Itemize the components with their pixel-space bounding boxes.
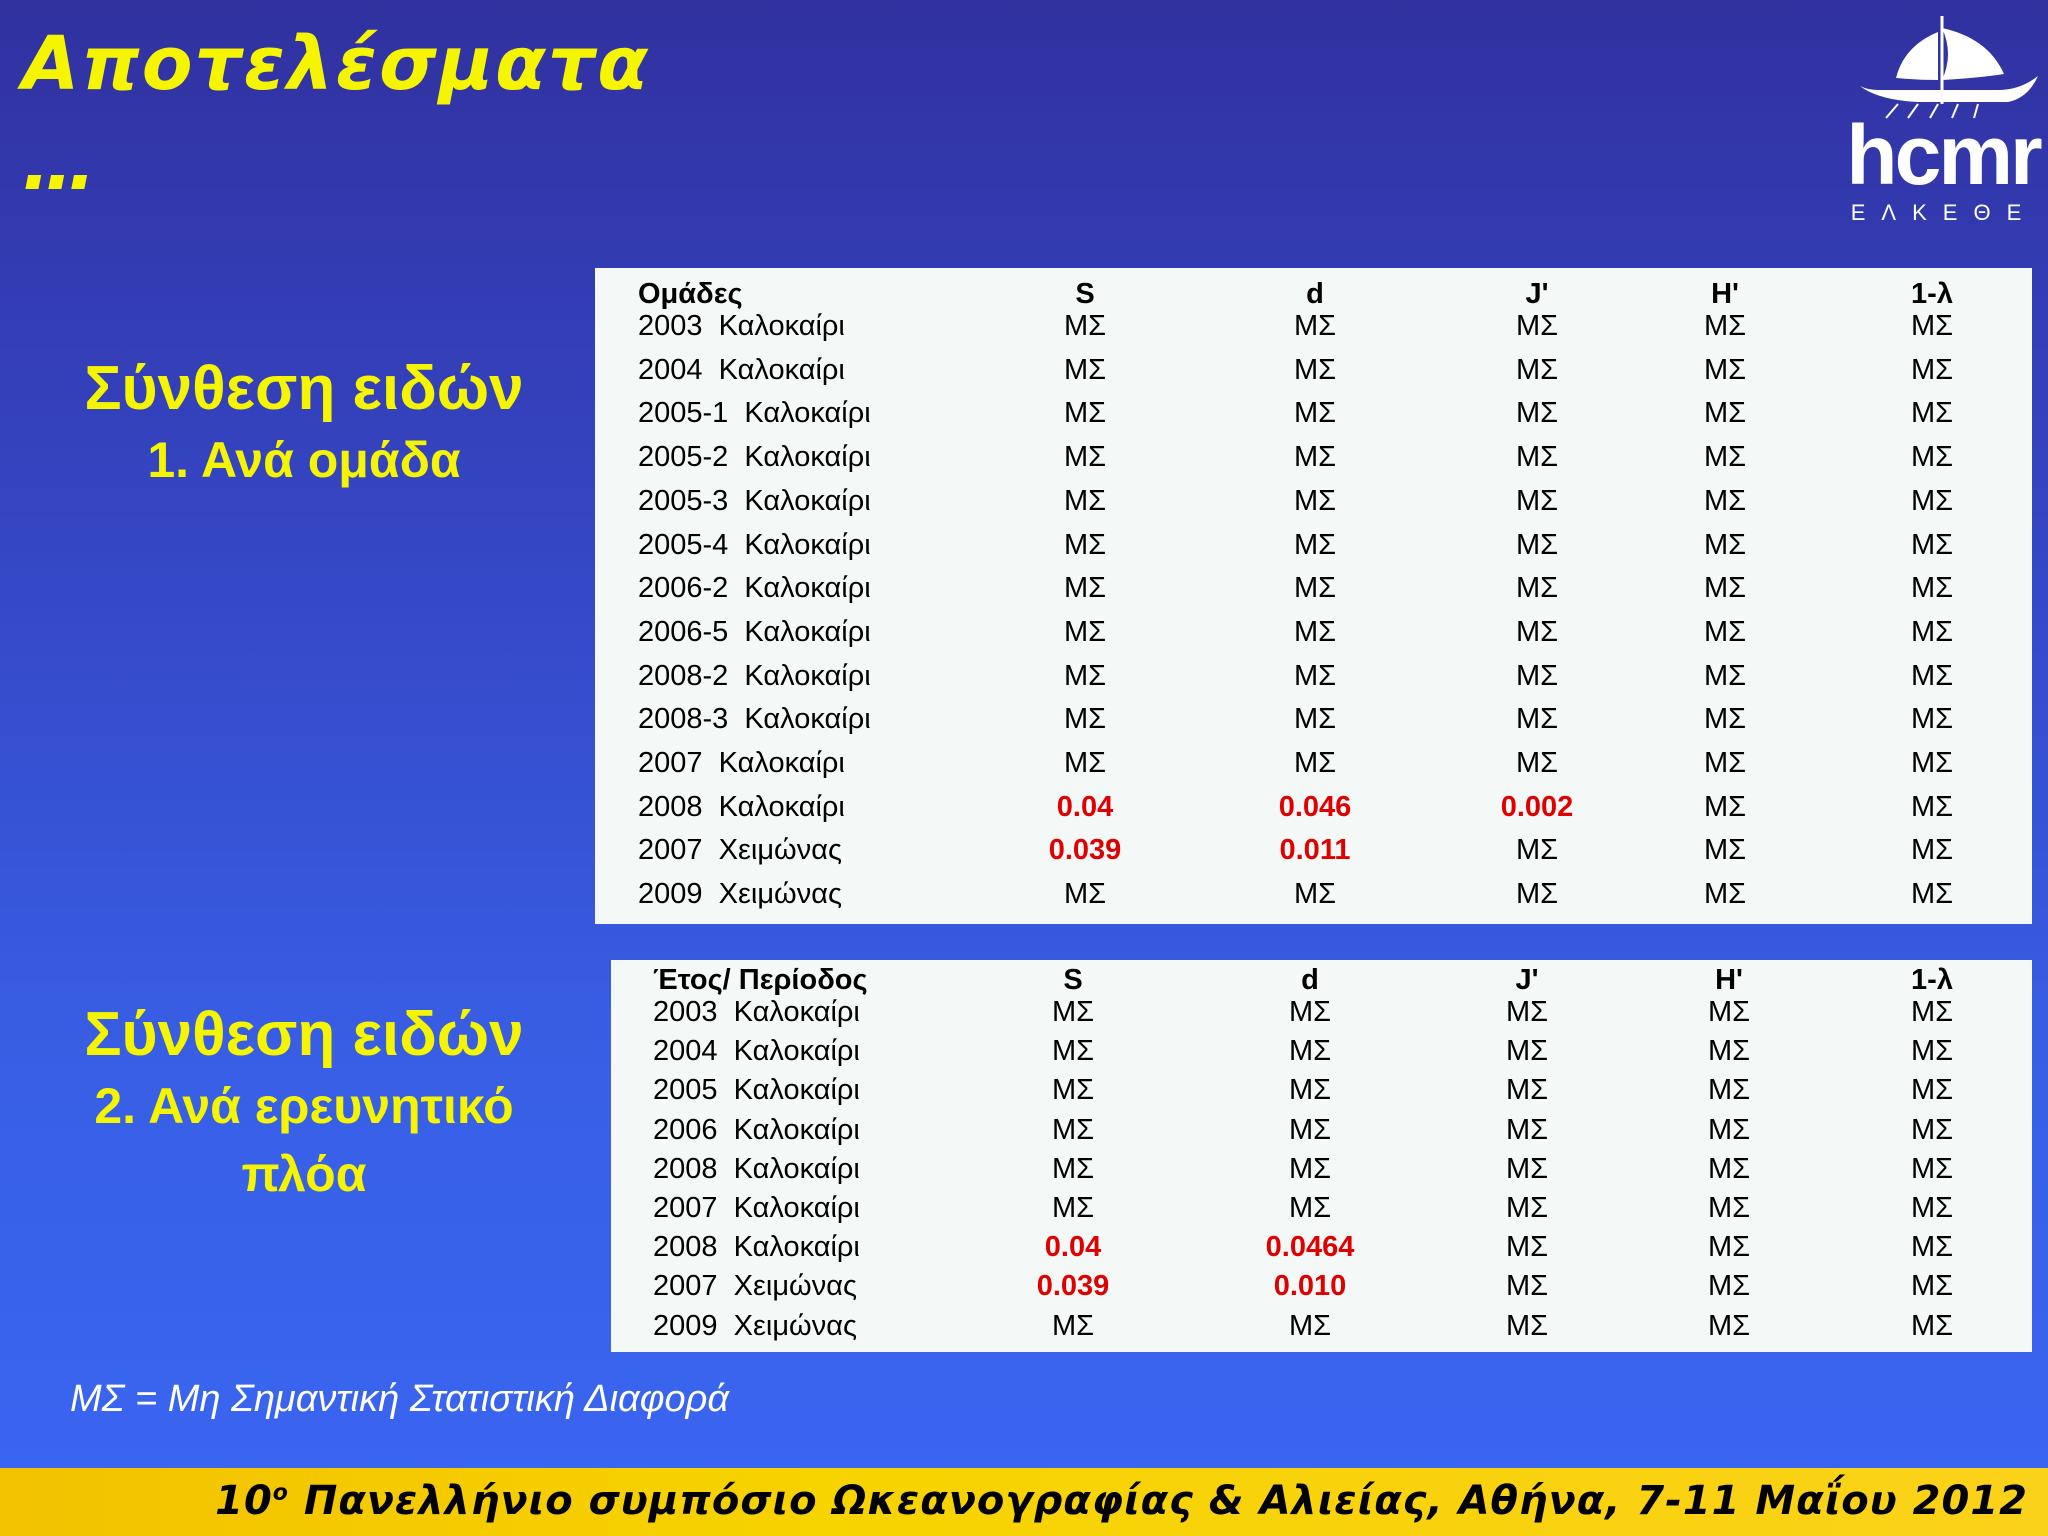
row-label: 2006-2 Καλοκαίρι — [638, 572, 871, 605]
table-cell: ΜΣ — [1910, 1113, 1954, 1146]
table-cell: ΜΣ — [1910, 310, 1954, 342]
table-cell: ΜΣ — [1910, 484, 1954, 517]
title-line-1: Αποτελέσματα — [22, 21, 651, 107]
table-cell: ΜΣ — [1707, 1270, 1751, 1303]
footer-superscript: ο — [272, 1480, 289, 1506]
table-cell: ΜΣ — [1063, 703, 1107, 736]
table-by-cruise — [611, 960, 2032, 1352]
table-cell: ΜΣ — [1505, 1113, 1549, 1146]
table-cell: ΜΣ — [1707, 1231, 1751, 1264]
table-cell: ΜΣ — [1910, 996, 1954, 1028]
header-j: J' — [1515, 964, 1539, 996]
table-cell: ΜΣ — [1515, 528, 1559, 561]
table-cell: ΜΣ — [1910, 1035, 1954, 1068]
section1-heading: Σύνθεση ειδών — [84, 354, 524, 423]
table-cell: ΜΣ — [1707, 1192, 1751, 1224]
row-label: 2003 Καλοκαίρι — [653, 996, 860, 1028]
table-cell: ΜΣ — [1707, 1152, 1751, 1185]
table-cell: ΜΣ — [1515, 615, 1559, 648]
section2-label — [40, 998, 568, 1208]
section1-subheading: 1. Ανά ομάδα — [147, 432, 461, 488]
table-cell: ΜΣ — [1288, 1074, 1332, 1107]
footer-number: 10 — [215, 1478, 273, 1524]
header-h: H' — [1711, 278, 1739, 310]
row-label: 2007 Χειμώνας — [653, 1270, 857, 1303]
row-label: 2006 Καλοκαίρι — [653, 1113, 860, 1146]
table-cell: ΜΣ — [1910, 1270, 1954, 1303]
table-cell: ΜΣ — [1707, 996, 1751, 1028]
table-cell: ΜΣ — [1063, 310, 1107, 342]
row-label: 2005 Καλοκαίρι — [653, 1074, 860, 1107]
row-label: 2008 Καλοκαίρι — [653, 1152, 860, 1185]
table-cell: ΜΣ — [1505, 1035, 1549, 1068]
table-cell: 0.010 — [1273, 1270, 1347, 1303]
hcmr-logo — [1838, 14, 2048, 225]
table-cell: ΜΣ — [1515, 659, 1559, 692]
table-cell: ΜΣ — [1063, 528, 1107, 561]
section2-subheading-line2: πλόα — [241, 1146, 367, 1202]
table-cell: ΜΣ — [1288, 1113, 1332, 1146]
table-cell: ΜΣ — [1063, 615, 1107, 648]
section2-heading: Σύνθεση ειδών — [84, 1000, 524, 1069]
table-cell: ΜΣ — [1703, 441, 1747, 474]
table-cell: ΜΣ — [1515, 310, 1559, 342]
row-label: 2008-2 Καλοκαίρι — [638, 659, 871, 692]
header-s: S — [1075, 278, 1095, 310]
table-cell: ΜΣ — [1703, 353, 1747, 386]
header-s: S — [1063, 964, 1083, 996]
table-cell: ΜΣ — [1910, 1152, 1954, 1185]
table-cell: ΜΣ — [1288, 1152, 1332, 1185]
table-cell: ΜΣ — [1703, 659, 1747, 692]
logo-text: hcmr — [1846, 108, 2040, 202]
table-cell: ΜΣ — [1910, 834, 1954, 867]
header-d: d — [1301, 964, 1319, 996]
table-cell: ΜΣ — [1505, 1270, 1549, 1303]
table-cell: ΜΣ — [1707, 1113, 1751, 1146]
table-cell: ΜΣ — [1505, 1231, 1549, 1264]
table-cell: ΜΣ — [1051, 1035, 1095, 1068]
table-cell: ΜΣ — [1293, 878, 1337, 911]
table-cell: ΜΣ — [1293, 484, 1337, 517]
table-cell: ΜΣ — [1505, 1309, 1549, 1342]
table-cell: ΜΣ — [1293, 310, 1337, 342]
table-cell: ΜΣ — [1063, 397, 1107, 430]
section2-subheading-line1: 2. Ανά ερευνητικό — [94, 1078, 514, 1134]
table-cell: ΜΣ — [1515, 441, 1559, 474]
table-cell: ΜΣ — [1707, 1309, 1751, 1342]
header-lambda: 1-λ — [1911, 964, 1953, 996]
table-cell: ΜΣ — [1288, 1309, 1332, 1342]
table-cell: ΜΣ — [1910, 878, 1954, 911]
table-cell: ΜΣ — [1063, 572, 1107, 605]
row-label: 2008 Καλοκαίρι — [638, 790, 845, 823]
table-cell: ΜΣ — [1293, 397, 1337, 430]
header-d: d — [1306, 278, 1324, 310]
table-cell: ΜΣ — [1703, 615, 1747, 648]
table-cell: ΜΣ — [1051, 996, 1095, 1028]
header-group: Ομάδες — [638, 278, 743, 310]
table-cell: ΜΣ — [1515, 834, 1559, 867]
table-cell: ΜΣ — [1515, 353, 1559, 386]
table-cell: ΜΣ — [1703, 878, 1747, 911]
table-cell: 0.04 — [1056, 790, 1114, 823]
row-label: 2007 Καλοκαίρι — [638, 747, 845, 779]
table-cell: 0.046 — [1278, 790, 1352, 823]
table-cell: ΜΣ — [1707, 1035, 1751, 1068]
table-cell: ΜΣ — [1910, 615, 1954, 648]
row-label: 2009 Χειμώνας — [653, 1309, 857, 1342]
table-cell: 0.0464 — [1265, 1231, 1355, 1264]
table-cell: ΜΣ — [1293, 615, 1337, 648]
row-label: 2004 Καλοκαίρι — [653, 1035, 860, 1068]
table-cell: ΜΣ — [1505, 1152, 1549, 1185]
table-cell: ΜΣ — [1703, 790, 1747, 823]
table-cell: ΜΣ — [1910, 747, 1954, 779]
row-label: 2003 Καλοκαίρι — [638, 310, 845, 342]
table-cell: ΜΣ — [1910, 659, 1954, 692]
table-cell: ΜΣ — [1063, 878, 1107, 911]
table-cell: ΜΣ — [1063, 441, 1107, 474]
row-label: 2005-4 Καλοκαίρι — [638, 528, 871, 561]
table-cell: ΜΣ — [1515, 572, 1559, 605]
header-group: Έτος/ Περίοδος — [653, 964, 868, 996]
table-cell: 0.039 — [1048, 834, 1122, 867]
row-label: 2007 Καλοκαίρι — [653, 1192, 860, 1224]
header-h: H' — [1715, 964, 1743, 996]
footer-text — [215, 1478, 2028, 1524]
table-cell: ΜΣ — [1293, 441, 1337, 474]
table-cell: ΜΣ — [1703, 747, 1747, 779]
row-label: 2009 Χειμώνας — [638, 878, 842, 911]
table-cell: ΜΣ — [1910, 528, 1954, 561]
table-cell: ΜΣ — [1703, 397, 1747, 430]
table-cell: ΜΣ — [1910, 441, 1954, 474]
footer-bar — [0, 1468, 2048, 1536]
page-title — [22, 14, 650, 214]
table-cell: ΜΣ — [1051, 1309, 1095, 1342]
header-lambda: 1-λ — [1911, 278, 1953, 310]
table-cell: ΜΣ — [1288, 1035, 1332, 1068]
table-cell: ΜΣ — [1910, 1192, 1954, 1224]
table-cell: ΜΣ — [1293, 528, 1337, 561]
table-cell: 0.011 — [1279, 834, 1351, 867]
row-label: 2008 Καλοκαίρι — [653, 1231, 860, 1264]
table-cell: ΜΣ — [1051, 1074, 1095, 1107]
table-cell: ΜΣ — [1703, 528, 1747, 561]
row-label: 2005-2 Καλοκαίρι — [638, 441, 871, 474]
header-j: J' — [1525, 278, 1549, 310]
table-cell: 0.04 — [1044, 1231, 1102, 1264]
row-label: 2006-5 Καλοκαίρι — [638, 615, 871, 648]
table-cell: ΜΣ — [1293, 747, 1337, 779]
table-cell: ΜΣ — [1063, 484, 1107, 517]
table-cell: 0.039 — [1036, 1270, 1110, 1303]
table-cell: ΜΣ — [1703, 834, 1747, 867]
table-cell: ΜΣ — [1515, 747, 1559, 779]
table-cell: ΜΣ — [1293, 353, 1337, 386]
row-label: 2004 Καλοκαίρι — [638, 353, 845, 386]
logo-subtext: ΕΛΚΕΘΕ — [1850, 200, 2038, 225]
section1-label — [40, 352, 568, 494]
table-cell: ΜΣ — [1063, 353, 1107, 386]
table-cell: ΜΣ — [1505, 996, 1549, 1028]
table-cell: ΜΣ — [1051, 1113, 1095, 1146]
table-cell: ΜΣ — [1051, 1152, 1095, 1185]
table-cell: ΜΣ — [1910, 1074, 1954, 1107]
table-cell: ΜΣ — [1910, 1231, 1954, 1264]
table-cell: ΜΣ — [1505, 1074, 1549, 1107]
table-cell: ΜΣ — [1063, 659, 1107, 692]
table-cell: ΜΣ — [1063, 747, 1107, 779]
row-label: 2005-3 Καλοκαίρι — [638, 484, 871, 517]
table-cell: ΜΣ — [1293, 572, 1337, 605]
table-by-group — [595, 268, 2032, 924]
table-cell: ΜΣ — [1910, 353, 1954, 386]
table-cell: ΜΣ — [1293, 703, 1337, 736]
table-cell: ΜΣ — [1703, 484, 1747, 517]
table-cell: ΜΣ — [1505, 1192, 1549, 1224]
table-cell: ΜΣ — [1515, 878, 1559, 911]
table-cell: ΜΣ — [1910, 397, 1954, 430]
table-cell: ΜΣ — [1051, 1192, 1095, 1224]
table-cell: ΜΣ — [1707, 1074, 1751, 1107]
table-cell: ΜΣ — [1288, 1192, 1332, 1224]
table-cell: ΜΣ — [1288, 996, 1332, 1028]
row-label: 2008-3 Καλοκαίρι — [638, 703, 871, 736]
footer-label: Πανελλήνιο συμπόσιο Ωκεανογραφίας & Αλιείας, Αθήνα, 7-11 Μαΐου 2012 — [288, 1478, 2028, 1524]
title-line-2: … — [22, 121, 98, 207]
table-cell: ΜΣ — [1515, 397, 1559, 430]
table-cell: 0.002 — [1500, 790, 1574, 823]
table-cell: ΜΣ — [1293, 659, 1337, 692]
table-cell: ΜΣ — [1910, 703, 1954, 736]
table-cell: ΜΣ — [1910, 790, 1954, 823]
table-cell: ΜΣ — [1910, 1309, 1954, 1342]
table-cell: ΜΣ — [1703, 572, 1747, 605]
row-label: 2007 Χειμώνας — [638, 834, 842, 867]
table-cell: ΜΣ — [1910, 572, 1954, 605]
table-cell: ΜΣ — [1515, 484, 1559, 517]
table-cell: ΜΣ — [1515, 703, 1559, 736]
table-cell: ΜΣ — [1703, 310, 1747, 342]
footnote: ΜΣ = Μη Σημαντική Στατιστική Διαφορά — [70, 1378, 730, 1420]
row-label: 2005-1 Καλοκαίρι — [638, 397, 871, 430]
table-cell: ΜΣ — [1703, 703, 1747, 736]
